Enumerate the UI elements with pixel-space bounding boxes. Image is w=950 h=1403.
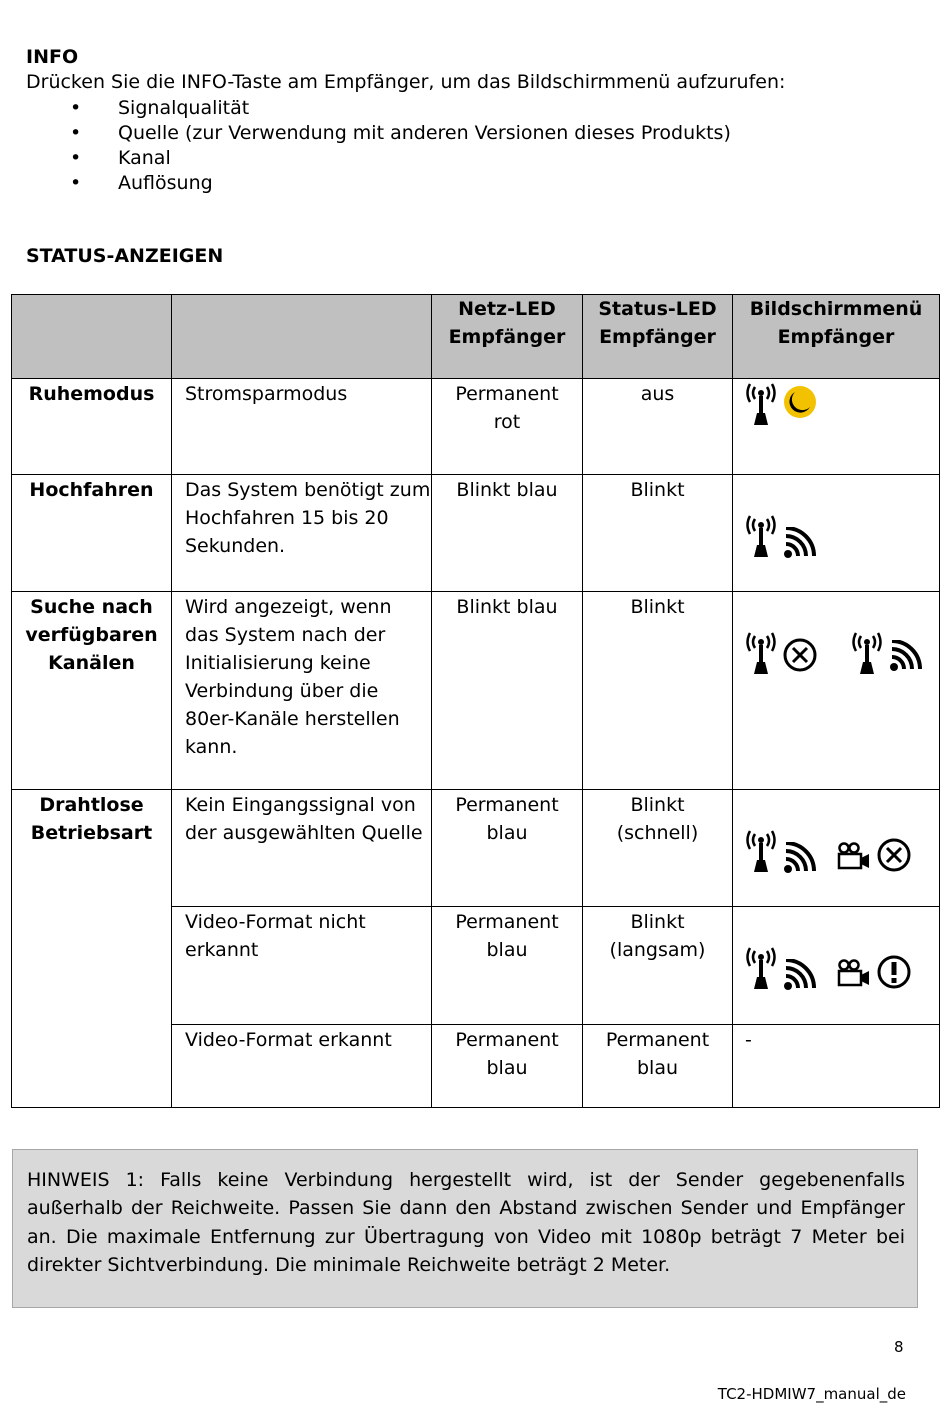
signal-tower-icon	[745, 632, 777, 676]
bullet-icon: •	[70, 97, 82, 119]
osd-cell	[733, 907, 940, 1025]
status-led-cell: Blinkt	[583, 475, 733, 592]
status-led-cell: Blinkt (langsam)	[583, 907, 733, 1025]
video-camera-icon	[837, 959, 871, 987]
table-row	[12, 592, 940, 790]
netz-led-cell: Permanent blau	[432, 907, 583, 1025]
no-connection-icon	[783, 638, 817, 672]
description-cell: Das System benötigt zum Hochfahren 15 bis 20 Sekunden.	[172, 475, 432, 592]
description-cell: Video-Format erkannt	[172, 1025, 432, 1108]
signal-waves-icon	[783, 527, 817, 559]
header-cell-mode	[12, 295, 172, 379]
header-cell-description	[172, 295, 432, 379]
table-row	[12, 790, 940, 907]
table-row	[12, 475, 940, 592]
header-cell-status-led: Status-LED Empfänger	[583, 295, 733, 379]
status-led-cell: Blinkt (schnell)	[583, 790, 733, 907]
warning-icon	[877, 955, 911, 989]
signal-tower-icon	[745, 947, 777, 991]
document-footer: TC2-HDMIW7_manual_de	[717, 1385, 906, 1403]
netz-led-cell: Permanent blau	[432, 1025, 583, 1108]
osd-cell	[733, 379, 940, 475]
mode-cell: Hochfahren	[12, 475, 172, 592]
signal-waves-icon	[889, 640, 923, 672]
netz-led-cell: Blinkt blau	[432, 592, 583, 790]
table-header-row	[12, 295, 940, 379]
mode-cell: Drahtlose Betriebsart	[12, 790, 172, 907]
netz-led-cell: Permanent blau	[432, 790, 583, 907]
page-number: 8	[894, 1338, 904, 1356]
table-row	[12, 1025, 940, 1108]
description-cell: Kein Eingangssignal von der ausgewählten Quelle	[172, 790, 432, 907]
osd-cell	[733, 1025, 940, 1108]
osd-cell	[733, 790, 940, 907]
table-row	[12, 379, 940, 475]
header-cell-netz-led: Netz-LED Empfänger	[432, 295, 583, 379]
status-led-cell: Blinkt	[583, 592, 733, 790]
video-camera-icon	[837, 842, 871, 870]
description-cell: Stromsparmodus	[172, 379, 432, 475]
mode-cell	[12, 907, 172, 1025]
bullet-icon: •	[70, 122, 82, 144]
info-heading: INFO	[26, 46, 79, 68]
info-intro-text: Drücken Sie die INFO-Taste am Empfänger, um das Bildschirmmenü aufzurufen:	[26, 71, 786, 93]
netz-led-cell: Blinkt blau	[432, 475, 583, 592]
signal-waves-icon	[783, 842, 817, 874]
signal-tower-icon	[745, 830, 777, 874]
osd-cell	[733, 592, 940, 790]
signal-waves-icon	[783, 959, 817, 991]
table-row	[12, 907, 940, 1025]
signal-tower-icon	[745, 515, 777, 559]
status-led-cell: Permanent blau	[583, 1025, 733, 1108]
osd-dash: -	[745, 1029, 752, 1051]
bullet-icon: •	[70, 172, 82, 194]
mode-cell	[12, 1025, 172, 1108]
status-table	[11, 294, 940, 1108]
signal-tower-icon	[851, 632, 883, 676]
moon-icon	[783, 385, 817, 419]
bullet-icon: •	[70, 147, 82, 169]
header-cell-osd: Bildschirmmenü Empfänger	[733, 295, 940, 379]
mode-cell: Ruhemodus	[12, 379, 172, 475]
description-cell: Wird angezeigt, wenn das System nach der Initialisierung keine Verbindung über die 80er-Kanäle herstellen kann.	[172, 592, 432, 790]
no-signal-icon	[877, 838, 911, 872]
osd-cell	[733, 475, 940, 592]
manual-page: INFO Drücken Sie die INFO-Taste am Empfänger, um das Bildschirmmenü aufzurufen: • Signalqualität • Quelle (zur Verwendung mit anderen Versionen dieses Produkts) • Kanal • Auflösung STATUS-ANZEIGEN Netz-LED Empfänger Status-LED Empfänger Bildschirmmenü Empfänger Ruhemodus Stromsparmodus Permanent rot aus Hochfahren Das System benötigt zum Hochfahren 15 bis 20 Sekunden. Blinkt blau Blinkt Suche nach verfügbaren Kanälen Wird angezeigt, wenn das System nach der Initialisierung keine Verbindung über die 80er-Kanäle herstellen kann. Blinkt blau Blinkt Drahtlose Betriebsart Kein Eingangssignal von der ausgewählten Quelle Permanent blau Blinkt (schnell) Video-Format nicht erkannt Permanent blau Blinkt (langsam) Video-Format erkannt Permanent blau Permanent blau - HINWEIS 1: Falls keine Verbindung hergestellt wird, ist der Sender gegebenenfalls außerhalb der Reichweite. Passen Sie dann den Abstand zwischen Sender und Empfänger an. Die maximale Entfernung zur Übertragung von Video mit 1080p beträgt 7 Meter bei direkter Sichtverbindung. Die minimale Reichweite beträgt 2 Meter. 8 TC2-HDMIW7_manual_de	[0, 0, 950, 1402]
note-text: HINWEIS 1: Falls keine Verbindung hergestellt wird, ist der Sender gegebenenfalls außerhalb der Reichweite. Passen Sie dann den Abstand zwischen Sender und Empfänger an. Die maximale Entfernung zur Übertragung von Video mit 1080p beträgt 7 Meter bei direkter Sichtverbindung. Die minimale Reichweite beträgt 2 Meter.	[27, 1169, 905, 1276]
mode-cell: Suche nach verfügbaren Kanälen	[12, 592, 172, 790]
status-led-cell: aus	[583, 379, 733, 475]
status-heading: STATUS-ANZEIGEN	[26, 245, 224, 267]
signal-tower-icon	[745, 383, 777, 427]
description-cell: Video-Format nicht erkannt	[172, 907, 432, 1025]
note-box	[12, 1149, 918, 1308]
netz-led-cell: Permanent rot	[432, 379, 583, 475]
